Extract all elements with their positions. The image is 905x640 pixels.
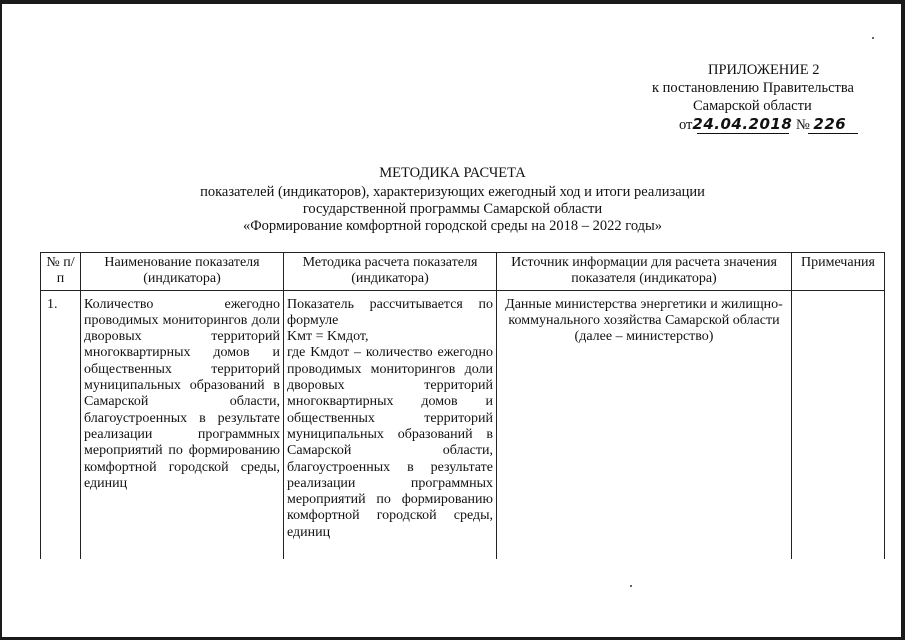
scan-border-left <box>0 0 2 640</box>
number-underline <box>808 133 858 134</box>
table-header-row <box>41 253 885 291</box>
heading-title: МЕТОДИКА РАСЧЕТА <box>379 165 526 181</box>
appendix-title: ПРИЛОЖЕНИЕ 2 <box>708 62 820 78</box>
number-label: № <box>795 117 810 133</box>
method-intro: Показатель рассчитывается по формуле <box>287 296 493 328</box>
heading-line-1: показателей (индикаторов), характеризующих ежегодный ход и итоги реализации <box>200 184 705 200</box>
header-method: Методика расчета показателя (индикатора) <box>284 253 497 291</box>
header-source: Источник информации для расчета значения показателя (индикатора) <box>497 253 792 291</box>
method-formula: Kмт = Kмдот, <box>287 329 369 345</box>
scan-border-right <box>901 0 905 640</box>
heading-line-2: государственной программы Самарской области <box>302 201 603 217</box>
from-label: от <box>679 117 693 133</box>
document-heading <box>0 165 905 235</box>
scan-border-top <box>0 0 905 4</box>
scan-speck <box>872 37 874 39</box>
row-method <box>284 297 497 559</box>
appendix-line-2: Самарской области <box>693 98 812 114</box>
handwritten-date: 24.04.2018 <box>692 115 793 133</box>
date-underline <box>697 133 789 134</box>
row-notes <box>792 297 885 559</box>
row-source: Данные министерства энергетики и жилищно-коммунального хозяйства Самарской области (далее – министерство) <box>497 297 792 559</box>
row-name: Количество ежегодно проводимых мониторингов доли дворовых территорий многоквартирных домов и общественных территорий муниципальных образований в Самарской области, благоустроенных в результате реализации программных мероприятий по формированию комфортной городской среды, единиц <box>81 297 284 559</box>
heading-line-3: «Формирование комфортной городской среды на 2018 – 2022 годы» <box>242 218 663 234</box>
scan-speck <box>630 585 632 587</box>
header-notes: Примечания <box>792 253 885 291</box>
method-description: где Kмдот – количество ежегодно проводимых мониторингов доли дворовых территорий многоквартирных домов и общественных территорий муниципальных образований в Самарской области, благоустроенных в результате реализации программных мероприятий по формированию комфортной городской среды, единиц <box>287 345 493 540</box>
appendix-date-line <box>679 116 846 134</box>
indicator-table <box>40 252 885 559</box>
handwritten-number: 226 <box>813 115 847 133</box>
table-row <box>41 297 885 559</box>
header-num: № п/п <box>41 253 81 291</box>
appendix-line-1: к постановлению Правительства <box>652 80 854 96</box>
row-num: 1. <box>41 297 81 559</box>
header-name: Наименование показателя (индикатора) <box>81 253 284 291</box>
